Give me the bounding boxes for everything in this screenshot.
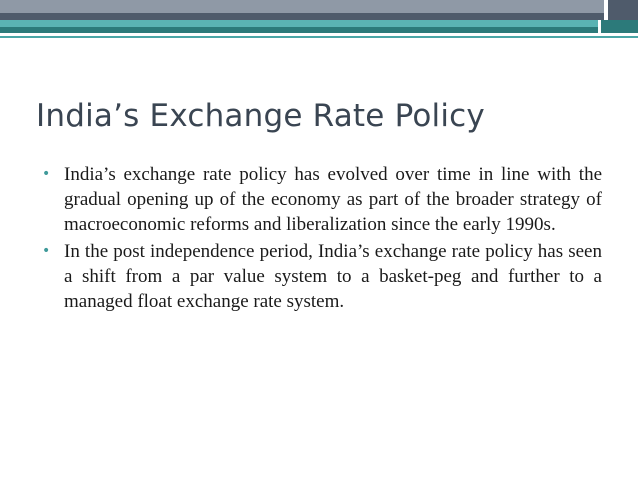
header-band-notch-teal: [598, 20, 601, 33]
bullet-item: [40, 162, 602, 237]
header-band-notch: [604, 0, 608, 20]
header-rule: [0, 36, 638, 38]
bullet-text: In the post independence period, India’s exchange rate policy has seen a shift from a par value system to a basket-peg and further to a managed float exchange rate system.: [64, 241, 602, 312]
bullet-marker: •: [42, 243, 51, 259]
bullet-item: [40, 239, 602, 314]
bullet-text: India’s exchange rate policy has evolved over time in line with the gradual opening up of the economy as part of the broader strategy of macroeconomic reforms and liberalization since the early 1990s.: [64, 164, 602, 235]
header-band-teal-light: [0, 20, 598, 27]
bullet-list: [40, 162, 602, 316]
bullet-marker: •: [42, 166, 51, 182]
slide-title: India’s Exchange Rate Policy: [36, 98, 485, 134]
header-band-light: [0, 0, 604, 13]
